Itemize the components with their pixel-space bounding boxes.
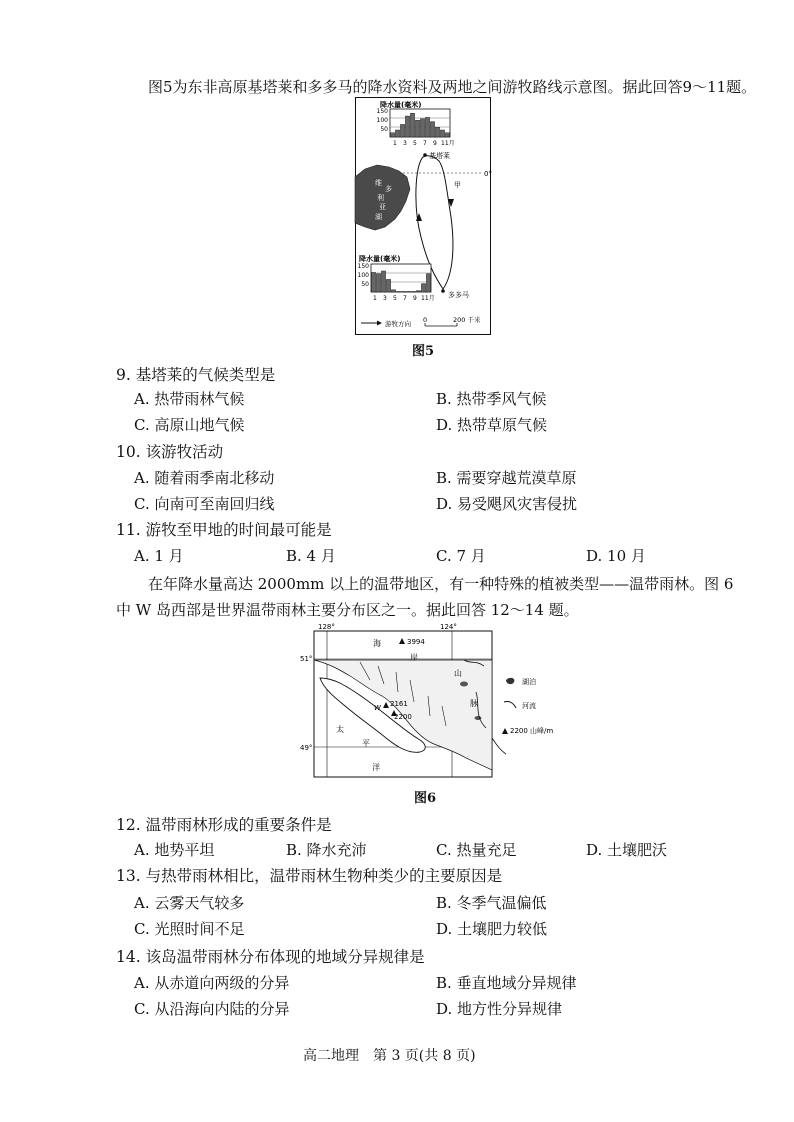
- intro-text-2-line-2: 中 W 岛西部是世界温带雨林主要分布区之一。据此回答 12～14 题。: [116, 601, 579, 619]
- q11-stem: 11. 游牧至甲地的时间最可能是: [116, 521, 332, 539]
- top-x-tick-3: 3: [403, 140, 407, 147]
- lake-char-1: 维: [375, 179, 382, 187]
- top-x-tick-7: 7: [423, 140, 427, 147]
- bottom-x-tick-9: 9: [413, 295, 417, 302]
- top-chart-bar-5: [410, 113, 414, 137]
- q13-stem: 13. 与热带雨林相比，温带雨林生物种类少的主要原因是: [116, 867, 503, 885]
- bottom-chart-bar-5: [391, 290, 395, 292]
- legend-lake-icon: [506, 678, 514, 684]
- city-south-label: 多多马: [448, 291, 469, 299]
- intro-text-2-line-1: 在年降水量高达 2000mm 以上的温带地区，有一种特殊的植被类型——温带雨林。图 6: [148, 575, 734, 593]
- legend-peak-label: 2200 山峰/m: [510, 727, 554, 735]
- bottom-x-tick-1: 1: [373, 295, 377, 302]
- q14-option-c: C. 从沿海向内陆的分异: [134, 1000, 290, 1018]
- top-x-tick-1: 1: [393, 140, 397, 147]
- city-south-dot: [441, 289, 445, 293]
- bottom-y-tick-150: 150: [357, 263, 369, 270]
- top-chart-bar-10: [435, 127, 439, 137]
- top-chart-bar-6: [415, 120, 419, 137]
- q11-option-b: B. 4 月: [286, 547, 336, 565]
- q13-option-c: C. 光照时间不足: [134, 920, 245, 938]
- point-jia-label: 甲: [454, 181, 461, 189]
- q14-option-a: A. 从赤道向两级的分异: [134, 974, 290, 992]
- q10-option-c: C. 向南可至南回归线: [134, 495, 275, 513]
- figure-5-svg: [355, 97, 491, 335]
- scale-end: 200 千米: [453, 316, 481, 324]
- top-y-tick-100: 100: [376, 117, 388, 124]
- bottom-x-tick-3: 3: [383, 295, 387, 302]
- river-3: [492, 738, 506, 754]
- q10-stem: 10. 该游牧活动: [116, 443, 224, 461]
- q12-option-a: A. 地势平坦: [134, 841, 215, 859]
- legend-route-arrow: [377, 321, 382, 326]
- bottom-chart-bar-10: [416, 291, 420, 292]
- figure-6-caption: 图6: [414, 791, 437, 806]
- top-chart-bar-4: [405, 116, 409, 137]
- page-footer: 高二地理 第 3 页(共 8 页): [303, 1048, 476, 1064]
- top-y-tick-50: 50: [380, 126, 388, 133]
- q10-option-a: A. 随着雨季南北移动: [134, 469, 275, 487]
- q12-option-c: C. 热量充足: [436, 841, 517, 859]
- equator-label: 0°: [484, 170, 492, 178]
- ocean-char-1: 太: [336, 725, 344, 734]
- q12-option-d: D. 土壤肥沃: [586, 841, 668, 859]
- bottom-chart-bar-4: [386, 279, 390, 292]
- q9-stem: 9. 基塔莱的气候类型是: [116, 366, 276, 384]
- peak-high-label: 3994: [407, 638, 425, 646]
- q13-option-a: A. 云雾天气较多: [134, 894, 245, 912]
- scale-zero: 0: [423, 316, 428, 324]
- top-x-tick-9: 9: [433, 140, 437, 147]
- island-w-label: W: [374, 704, 381, 712]
- q11-option-a: A. 1 月: [134, 547, 184, 565]
- ocean-char-2: 平: [362, 739, 370, 748]
- lon-right-label: 124°: [440, 623, 457, 631]
- top-chart: [377, 108, 455, 147]
- peak-b-label: 2200: [394, 713, 412, 721]
- bottom-y-tick-100: 100: [357, 272, 369, 279]
- lake-1: [460, 682, 468, 687]
- mountain-char-1: 山: [454, 669, 462, 678]
- top-chart-bar-1: [390, 133, 394, 137]
- q13-option-b: B. 冬季气温偏低: [436, 894, 547, 912]
- bottom-chart-bar-2: [376, 274, 380, 292]
- bottom-chart-bar-12: [426, 274, 430, 292]
- bottom-chart-bar-9: [411, 291, 415, 292]
- lake-char-4: 亚: [379, 203, 386, 211]
- bottom-chart-bar-11: [421, 284, 425, 292]
- peak-a-label: 2161: [390, 700, 408, 708]
- q9-option-b: B. 热带季风气候: [436, 390, 547, 408]
- bottom-chart-bar-7: [401, 291, 405, 292]
- q14-stem: 14. 该岛温带雨林分布体现的地域分异规律是: [116, 948, 425, 966]
- top-y-tick-150: 150: [376, 108, 388, 115]
- legend-peak-icon: [502, 728, 508, 734]
- q12-option-b: B. 降水充沛: [286, 841, 367, 859]
- lon-left-label: 128°: [318, 623, 335, 631]
- q13-option-d: D. 土壤肥力较低: [436, 920, 548, 938]
- bottom-x-tick-7: 7: [403, 295, 407, 302]
- q12-stem: 12. 温带雨林形成的重要条件是: [116, 816, 332, 834]
- figure-6-svg: [300, 620, 564, 780]
- lat-bottom-label: 49°: [300, 744, 313, 752]
- lake-char-2: 多: [385, 185, 392, 193]
- top-chart-bar-9: [430, 122, 434, 137]
- top-x-tick-5: 5: [413, 140, 417, 147]
- top-chart-bar-11: [440, 130, 444, 137]
- top-chart-bar-12: [445, 133, 449, 137]
- top-chart-label: 降水量(毫米): [380, 101, 422, 109]
- bottom-chart-bar-1: [371, 272, 375, 292]
- q9-option-c: C. 高原山地气候: [134, 416, 245, 434]
- bottom-y-tick-50: 50: [361, 281, 369, 288]
- city-north-label: 基塔莱: [429, 152, 450, 160]
- bottom-chart-label: 降水量(毫米): [359, 255, 401, 263]
- q9-option-d: D. 热带草原气候: [436, 416, 548, 434]
- legend-lake-label: 湖泊: [522, 678, 536, 686]
- intro-text-1: 图5为东非高原基塔莱和多多马的降水资料及两地之间游牧路线示意图。据此回答9～11题。: [148, 78, 757, 96]
- figure-5-caption: 图5: [412, 344, 435, 359]
- bottom-chart: [358, 263, 435, 302]
- q14-option-b: B. 垂直地域分异规律: [436, 974, 577, 992]
- top-x-tick-11: 11月: [441, 140, 455, 147]
- lake-char-3: 利: [377, 194, 384, 202]
- q11-option-c: C. 7 月: [436, 547, 486, 565]
- figure-5-map: [355, 97, 491, 335]
- bottom-x-tick-5: 5: [393, 295, 397, 302]
- sea-char-1: 海: [373, 639, 381, 648]
- bottom-chart-bar-8: [406, 291, 410, 292]
- lake-char-5: 湖: [375, 213, 382, 221]
- legend-river-icon: [504, 701, 516, 708]
- top-chart-bar-7: [420, 119, 424, 137]
- top-chart-bar-8: [425, 117, 429, 137]
- q11-option-d: D. 10 月: [586, 547, 646, 565]
- top-chart-bar-3: [400, 124, 404, 137]
- bottom-x-tick-11: 11月: [421, 295, 435, 302]
- bottom-chart-bar-3: [381, 271, 385, 292]
- q9-option-a: A. 热带雨林气候: [134, 390, 245, 408]
- lat-top-label: 51°: [300, 655, 313, 663]
- legend-river-label: 河流: [522, 702, 536, 710]
- mountain-char-2: 脉: [470, 699, 478, 708]
- bottom-chart-bar-6: [396, 291, 400, 292]
- top-chart-bar-2: [395, 130, 399, 137]
- q10-option-b: B. 需要穿越荒漠草原: [436, 469, 577, 487]
- legend-route-label: 游牧方向: [385, 320, 411, 328]
- ocean-char-3: 洋: [372, 763, 380, 772]
- sea-char-2: 岸: [410, 653, 418, 662]
- figure-6-map: [300, 620, 564, 780]
- q10-option-d: D. 易受飓风灾害侵扰: [436, 495, 578, 513]
- q14-option-d: D. 地方性分异规律: [436, 1000, 563, 1018]
